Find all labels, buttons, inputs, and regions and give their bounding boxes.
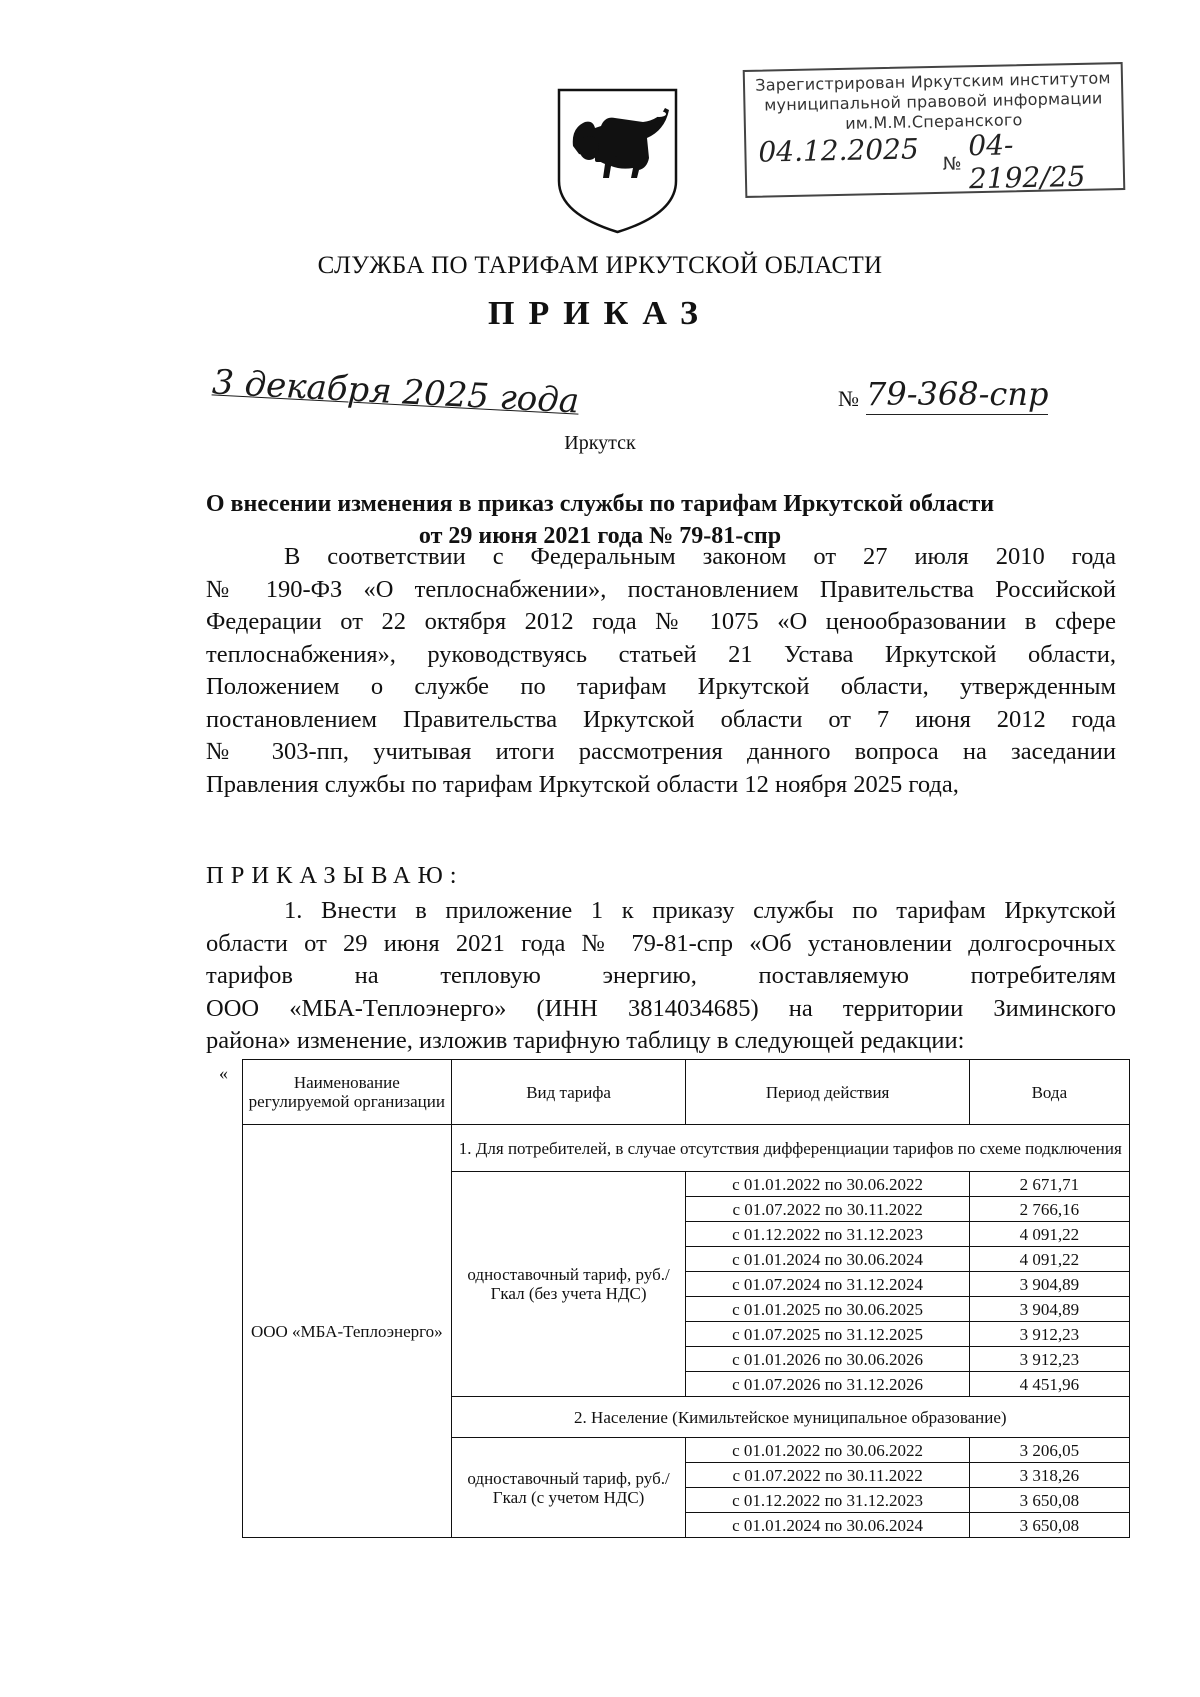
group-1-tariff-label: одноставочный тариф, руб./Гкал (без учета НДС) xyxy=(451,1172,686,1397)
stamp-line-3: им.М.М.Сперанского xyxy=(845,110,1023,133)
order-word: ПРИКАЗЫВАЮ: xyxy=(206,862,464,889)
value-cell: 2 671,71 xyxy=(969,1172,1129,1197)
item-1-line: области от 29 июня 2021 года № 79-81-спр «Об установлении долгосрочных xyxy=(206,929,1116,957)
value-cell: 3 912,23 xyxy=(969,1322,1129,1347)
period-cell: с 01.07.2024 по 31.12.2024 xyxy=(686,1272,969,1297)
period-cell: с 01.01.2025 по 30.06.2025 xyxy=(686,1297,969,1322)
period-cell: с 01.07.2025 по 31.12.2025 xyxy=(686,1322,969,1347)
stamp-line-2: муниципальной правовой информации xyxy=(764,88,1103,115)
preamble-line: постановлением Правительства Иркутской области от 7 июня 2012 года xyxy=(206,705,1116,733)
stamp-registration-number: 04-2192/25 xyxy=(967,128,1086,196)
preamble-line: № 303-пп, учитывая итоги рассмотрения данного вопроса на заседании xyxy=(206,738,1116,765)
value-cell: 3 904,89 xyxy=(969,1297,1129,1322)
period-cell: с 01.07.2026 по 31.12.2026 xyxy=(686,1372,969,1397)
group-1-title: 1. Для потребителей, в случае отсутствия дифференциации тарифов по схеме подключения xyxy=(451,1125,1129,1172)
period-cell: с 01.01.2026 по 30.06.2026 xyxy=(686,1347,969,1372)
group-2-title: 2. Население (Кимильтейское муниципальное образование) xyxy=(451,1397,1129,1438)
preamble-paragraph xyxy=(206,541,1116,801)
stamp-number-sign: № xyxy=(942,153,962,175)
item-1-line: района» изменение, изложив тарифную таблицу в следующей редакции: xyxy=(206,1027,965,1054)
period-cell: с 01.12.2022 по 31.12.2023 xyxy=(686,1222,969,1247)
value-cell: 4 451,96 xyxy=(969,1372,1129,1397)
table-open-quote: « xyxy=(219,1063,228,1083)
order-number: 79-368-спр xyxy=(866,375,1049,413)
order-date: 3 декабря 2025 года xyxy=(211,362,581,422)
organization-cell: ООО «МБА-Теплоэнерго» xyxy=(243,1125,452,1538)
subject-line-1: О внесении изменения в приказ службы по тарифам Иркутской области xyxy=(205,491,995,517)
item-1-line: 1. Внести в приложение 1 к приказу службы по тарифам Иркутской xyxy=(284,897,1116,924)
value-cell: 4 091,22 xyxy=(969,1222,1129,1247)
value-cell: 3 206,05 xyxy=(969,1438,1129,1463)
value-cell: 3 650,08 xyxy=(969,1488,1129,1513)
preamble-line: теплоснабжения», руководствуясь статьей 21 Устава Иркутской области, xyxy=(206,640,1116,668)
item-1-line: ООО «МБА-Теплоэнерго» (ИНН 3814034685) на территории Зиминского xyxy=(206,994,1116,1022)
header-tariff-type: Вид тарифа xyxy=(451,1060,686,1125)
group-2-tariff-label: одноставочный тариф, руб./Гкал (с учетом НДС) xyxy=(451,1438,686,1538)
preamble-line: Федерации от 22 октября 2012 года № 1075 «О ценообразовании в сфере xyxy=(206,608,1116,635)
value-cell: 3 904,89 xyxy=(969,1272,1129,1297)
period-cell: с 01.12.2022 по 31.12.2023 xyxy=(686,1488,969,1513)
value-cell: 3 650,08 xyxy=(969,1513,1129,1538)
period-cell: с 01.01.2024 по 30.06.2024 xyxy=(686,1247,969,1272)
coat-of-arms-emblem xyxy=(555,86,680,236)
period-cell: с 01.07.2022 по 30.11.2022 xyxy=(686,1463,969,1488)
table-header-row xyxy=(243,1060,1130,1125)
value-cell: 3 318,26 xyxy=(969,1463,1129,1488)
subject-line-2: от 29 июня 2021 года № 79-81-спр xyxy=(418,523,782,549)
preamble-line: Правления службы по тарифам Иркутской области 12 ноября 2025 года, xyxy=(206,770,959,798)
item-1-paragraph xyxy=(206,895,1116,1058)
value-cell: 2 766,16 xyxy=(969,1197,1129,1222)
value-cell: 4 091,22 xyxy=(969,1247,1129,1272)
stamp-registration-date: 04.12.2025 xyxy=(758,132,920,169)
header-org: Наименование регулируемой организации xyxy=(243,1060,452,1125)
preamble-line: В соответствии с Федеральным законом от 27 июля 2010 года xyxy=(284,543,1116,570)
item-1-line: тарифов на тепловую энергию, поставляемую потребителям xyxy=(206,962,1116,989)
order-title: ПРИКАЗ xyxy=(488,295,712,332)
registration-stamp xyxy=(743,62,1126,198)
period-cell: с 01.01.2022 по 30.06.2022 xyxy=(686,1438,969,1463)
city: Иркутск xyxy=(564,432,636,454)
header-period: Период действия xyxy=(686,1060,969,1125)
value-cell: 3 912,23 xyxy=(969,1347,1129,1372)
preamble-line: Положением о службе по тарифам Иркутской области, утвержденным xyxy=(206,673,1116,700)
preamble-line: № 190-ФЗ «О теплоснабжении», постановлением Правительства Российской xyxy=(206,575,1116,603)
order-number-sign: № xyxy=(838,386,859,411)
tariff-table xyxy=(242,1059,1130,1538)
header-water: Вода xyxy=(969,1060,1129,1125)
period-cell: с 01.01.2022 по 30.06.2022 xyxy=(686,1172,969,1197)
service-name: СЛУЖБА ПО ТАРИФАМ ИРКУТСКОЙ ОБЛАСТИ xyxy=(317,252,883,279)
stamp-line-1: Зарегистрирован Иркутским институтом xyxy=(755,68,1111,95)
period-cell: с 01.01.2024 по 30.06.2024 xyxy=(686,1513,969,1538)
group-1-title-row xyxy=(243,1125,1130,1172)
period-cell: с 01.07.2022 по 30.11.2022 xyxy=(686,1197,969,1222)
